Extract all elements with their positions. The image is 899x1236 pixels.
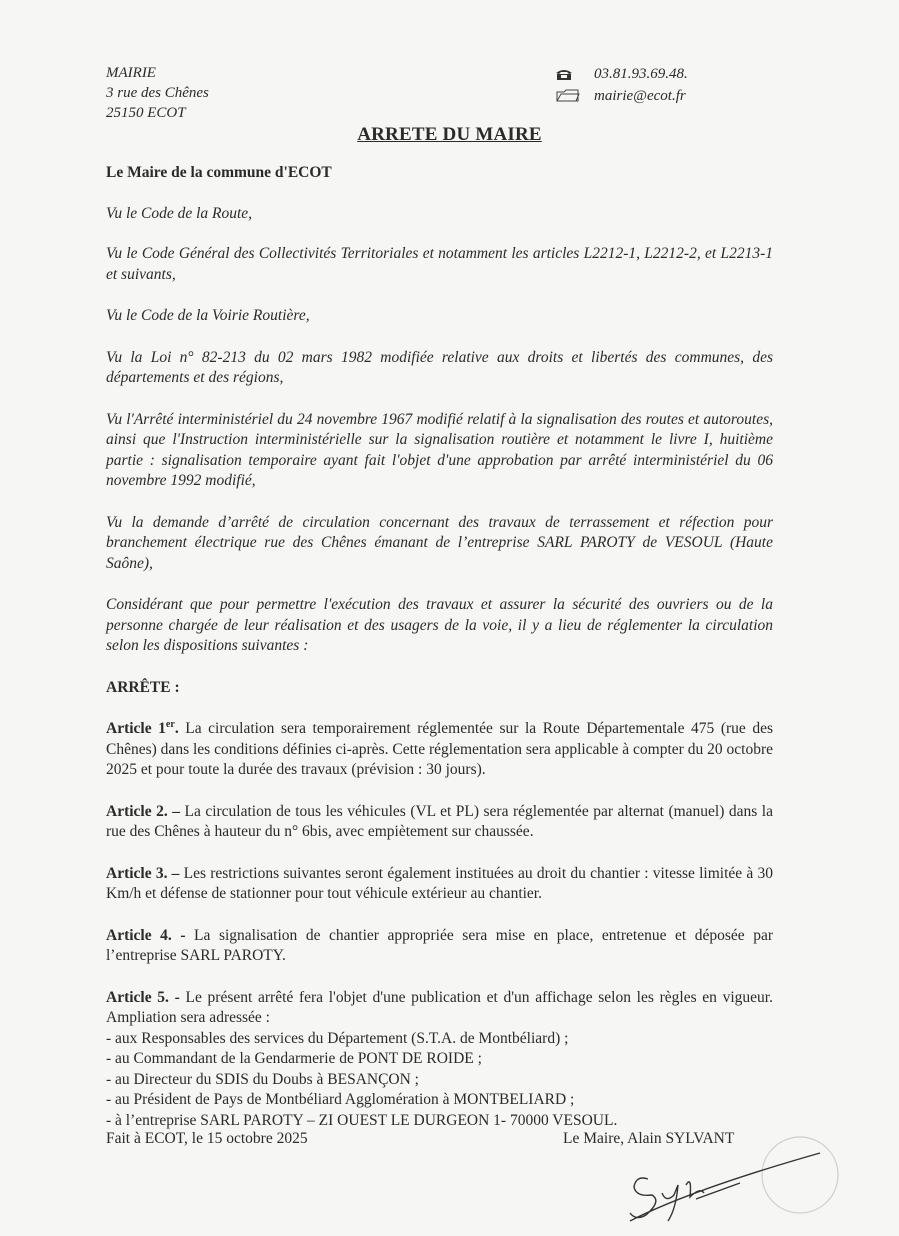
decree-body	[106, 163, 773, 1131]
vu-loi: Vu la Loi n° 82-213 du 02 mars 1982 modifiée relative aux droits et libertés des communes, des départements et des régions,	[106, 348, 773, 386]
vu-arrete-interministeriel: Vu l'Arrêté interministériel du 24 novembre 1967 modifié relatif à la signalisation des routes et autoroutes, ainsi que l'Instruction interministérielle sur la signalisation routière et notamment le livre I, huitième partie : signalisation temporaire ayant fait l'objet d'une approbation par arrêté interministériel du 06 novembre 1992 modifié,	[106, 410, 773, 489]
mairie-label: MAIRIE	[106, 65, 156, 81]
article-5	[106, 988, 773, 1029]
phone-number: 03.81.93.69.48.	[594, 66, 688, 82]
vu-cgct: Vu le Code Général des Collectivités Territoriales et notamment les articles L2212-1, L2212-2, et L2213-1 et suivants,	[106, 245, 773, 283]
mairie-address	[106, 63, 209, 123]
phone-icon	[556, 68, 594, 81]
list-item: - au Directeur du SDIS du Doubs à BESANÇON ;	[106, 1070, 419, 1088]
mairie-contact	[556, 63, 688, 107]
signature-stroke	[630, 1153, 820, 1221]
ampliation-list	[106, 1029, 773, 1132]
article-1	[106, 719, 773, 781]
envelope-icon	[556, 89, 594, 103]
article-2-text: La circulation de tous les véhicules (VL et PL) sera réglementée par alternat (manuel) dans la rue des Chênes à hauteur du n° 6bis, avec empiètement sur chaussée.	[106, 802, 773, 840]
mayor-signature	[600, 1135, 840, 1230]
article-2	[106, 802, 773, 843]
article-3	[106, 864, 773, 905]
article-3-text: Les restrictions suivantes seront également instituées au droit du chantier : vitesse limitée à 30 Km/h et défense de stationner pour tout véhicule extérieur au chantier.	[106, 864, 773, 902]
article-4-label: Article 4. -	[106, 926, 186, 944]
email-address: mairie@ecot.fr	[594, 88, 686, 104]
vu-voirie: Vu le Code de la Voirie Routière,	[106, 307, 310, 324]
article-1-text: La circulation sera temporairement réglementée sur la Route Départementale 475 (rue des Chênes) dans les conditions définies ci-après. Cette réglementation sera applicable à compter du 20 octobre 2025 et pour toute la durée des travaux (prévision : 30 jours).	[106, 720, 773, 778]
list-item: - à l’entreprise SARL PAROTY – ZI OUEST LE DURGEON 1- 70000 VESOUL.	[106, 1111, 618, 1129]
page-title: ARRETE DU MAIRE	[357, 124, 542, 145]
phone-row	[556, 63, 688, 85]
list-item: - aux Responsables des services du Département (S.T.A. de Montbéliard) ;	[106, 1029, 569, 1047]
list-item: - au Commandant de la Gendarmerie de PONT DE ROIDE ;	[106, 1050, 482, 1067]
signatory: Le Maire, Alain SYLVANT	[563, 1130, 735, 1147]
email-row	[556, 85, 688, 107]
stamp-mark	[762, 1137, 838, 1213]
article-3-label: Article 3. –	[106, 864, 180, 882]
mairie-street: 3 rue des Chênes	[106, 85, 209, 101]
arrete-heading: ARRÊTE :	[106, 678, 180, 696]
list-item: - au Président de Pays de Montbéliard Agglomération à MONTBELIARD ;	[106, 1091, 575, 1108]
vu-code-route: Vu le Code de la Route,	[106, 204, 253, 222]
considerant: Considérant que pour permettre l'exécution des travaux et assurer la sécurité des ouvriers ou de la personne chargée de leur réalisation et des usagers de la voie, il y a lieu de réglementer la circulation selon les dispositions suivantes :	[106, 596, 773, 654]
article-2-label: Article 2. –	[106, 802, 180, 820]
article-5-label: Article 5. -	[106, 988, 180, 1006]
vu-demande: Vu la demande d’arrêté de circulation concernant des travaux de terrassement et réfection pour branchement électrique rue des Chênes émanant de l’entreprise SARL PAROTY de VESOUL (Haute Saône),	[106, 513, 773, 572]
intro-line: Le Maire de la commune d'ECOT	[106, 164, 332, 181]
place-date: Fait à ECOT, le 15 octobre 2025	[106, 1130, 308, 1147]
article-4-text: La signalisation de chantier appropriée sera mise en place, entretenue et déposée par l’entreprise SARL PAROTY.	[106, 926, 773, 964]
article-4	[106, 926, 773, 967]
article-5-text: Le présent arrêté fera l'objet d'une publication et d'un affichage selon les règles en vigueur. Ampliation sera adressée :	[106, 988, 773, 1026]
mairie-city: 25150 ECOT	[106, 105, 186, 121]
article-1-label: Article 1er.	[106, 718, 179, 737]
